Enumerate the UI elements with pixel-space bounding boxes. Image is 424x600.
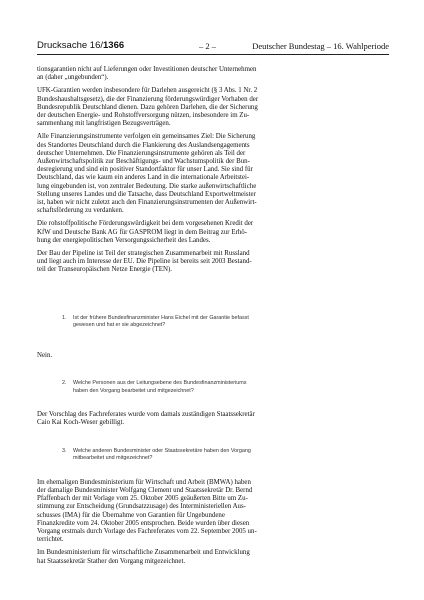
document-body [37,66,387,571]
answer-3: Im ehemaligen Bundesministerium für Wirtschaft und Arbeit (BMWA) haben der damalige Bundesminister Wolfgang Clement und Staatssekretär Dr. Bernd Pfaffenbach der mit Vorlage vom 25. Oktober 2005 geäußerten Bitte um Zu- stimmung zur Entscheidung (Grundsatzzusage) des Interministeriellen Aus- schusses (IMA) für die Übernahme von Garantien für Ungebundene Finanzkredite vom 24. Oktober 2005 entsprochen. Beide wurden über diesen Vorgang erstmals durch Vorlage des Fachreferates vom 22. September 2005 un- terrichtet. [37,478,257,544]
paragraph: tionsgarantien nicht auf Lieferungen oder Investitionen deutscher Unternehmen an (daher „ungebunden“). [37,66,257,82]
question-2: 2. Welche Personen aus der Leitungsebene des Bundesfinanzministeriums haben den Vorgang bearbeitet und mitgezeichnet? [62,380,247,394]
question-number: 1. [62,314,67,321]
page-header [37,40,389,55]
question-3: 3. Welche anderen Bundesminister oder Staatssekretäre haben den Vorgang mitbearbeitet und mitgezeichnet? [62,447,251,462]
question-number: 2. [62,380,67,387]
paragraph: Alle Finanzierungsinstrumente verfolgen ein gemeinsames Ziel: Die Sicherung des Standortes Deutschland durch die Flankierung des Auslandsengagements deutscher Unternehmen. Die Finanzierungsinstrumente gehören als Teil der Außenwirtschaftspolitik zur Beschäftigungs- und Wachstumspolitik der Bun- desregierung und sind ein positiver Standortfaktor für unser Land. Sie sind für Deutschland, das wie kaum ein anderes Land in die internationale Arbeitstei- lung eingebunden ist, von zentraler Bedeutung. Die starke außenwirtschaftliche Stellung unseres Landes und die Tatsache, dass Deutschland Exportweltmeister ist, haben wir nicht zuletzt auch den Finanzierungsinstrumenten der Außenwirt- schaftsförderung zu verdanken. [37,133,257,215]
publisher-line: Deutscher Bundestag – 16. Wahlperiode [252,41,389,51]
question-1: 1. Ist der frühere Bundesfinanzminister Hans Eichel mit der Garantie befasst gewesen und hat er sie abgezeichnet? [62,314,249,329]
question-number: 3. [62,447,67,454]
paragraph: UFK-Garantien werden insbesondere für Darlehen ausgereicht (§ 3 Abs. 1 Nr. 2 Bundeshaushaltsgesetz), die der Finanzierung förderungswürdiger Vorhaben der Bundesrepublik Deutschland dienen. Dazu gehören Darlehen, die der Sicherung der deutschen Energie- und Rohstoffversorgung nützen, insbesondere im Zu- sammenhang mit langfristigen Bezugsverträgen. [37,87,259,128]
page-number: – 2 – [199,41,216,51]
paragraph: Der Bau der Pipeline ist Teil der strategischen Zusammenarbeit mit Russland und liegt auch im Interesse der EU. Die Pipeline ist bereits seit 2003 Bestand- teil der Transeuropäischen Netze Energie (TEN). [37,250,252,274]
answer-3-continued: Im Bundesministerium für wirtschaftliche Zusammenarbeit und Entwicklung hat Staatssekretär Stather den Vorgang mitgezeichnet. [37,549,250,565]
paragraph: Die rohstoffpolitische Förderungswürdigkeit bei dem vorgesehenen Kredit der KfW und Deutsche Bank AG für GASPROM liegt in dem Beitrag zur Erhö- hung der energiepolitischen Versorgungssicherheit des Landes. [37,220,254,244]
document-number: Drucksache 16/1366 [37,40,125,51]
answer-1: Nein. [37,351,53,359]
answer-2: Der Vorschlag des Fachreferates wurde vom damals zuständigen Staatssekretär Caio Kai Koch-Weser gebilligt. [37,411,255,427]
